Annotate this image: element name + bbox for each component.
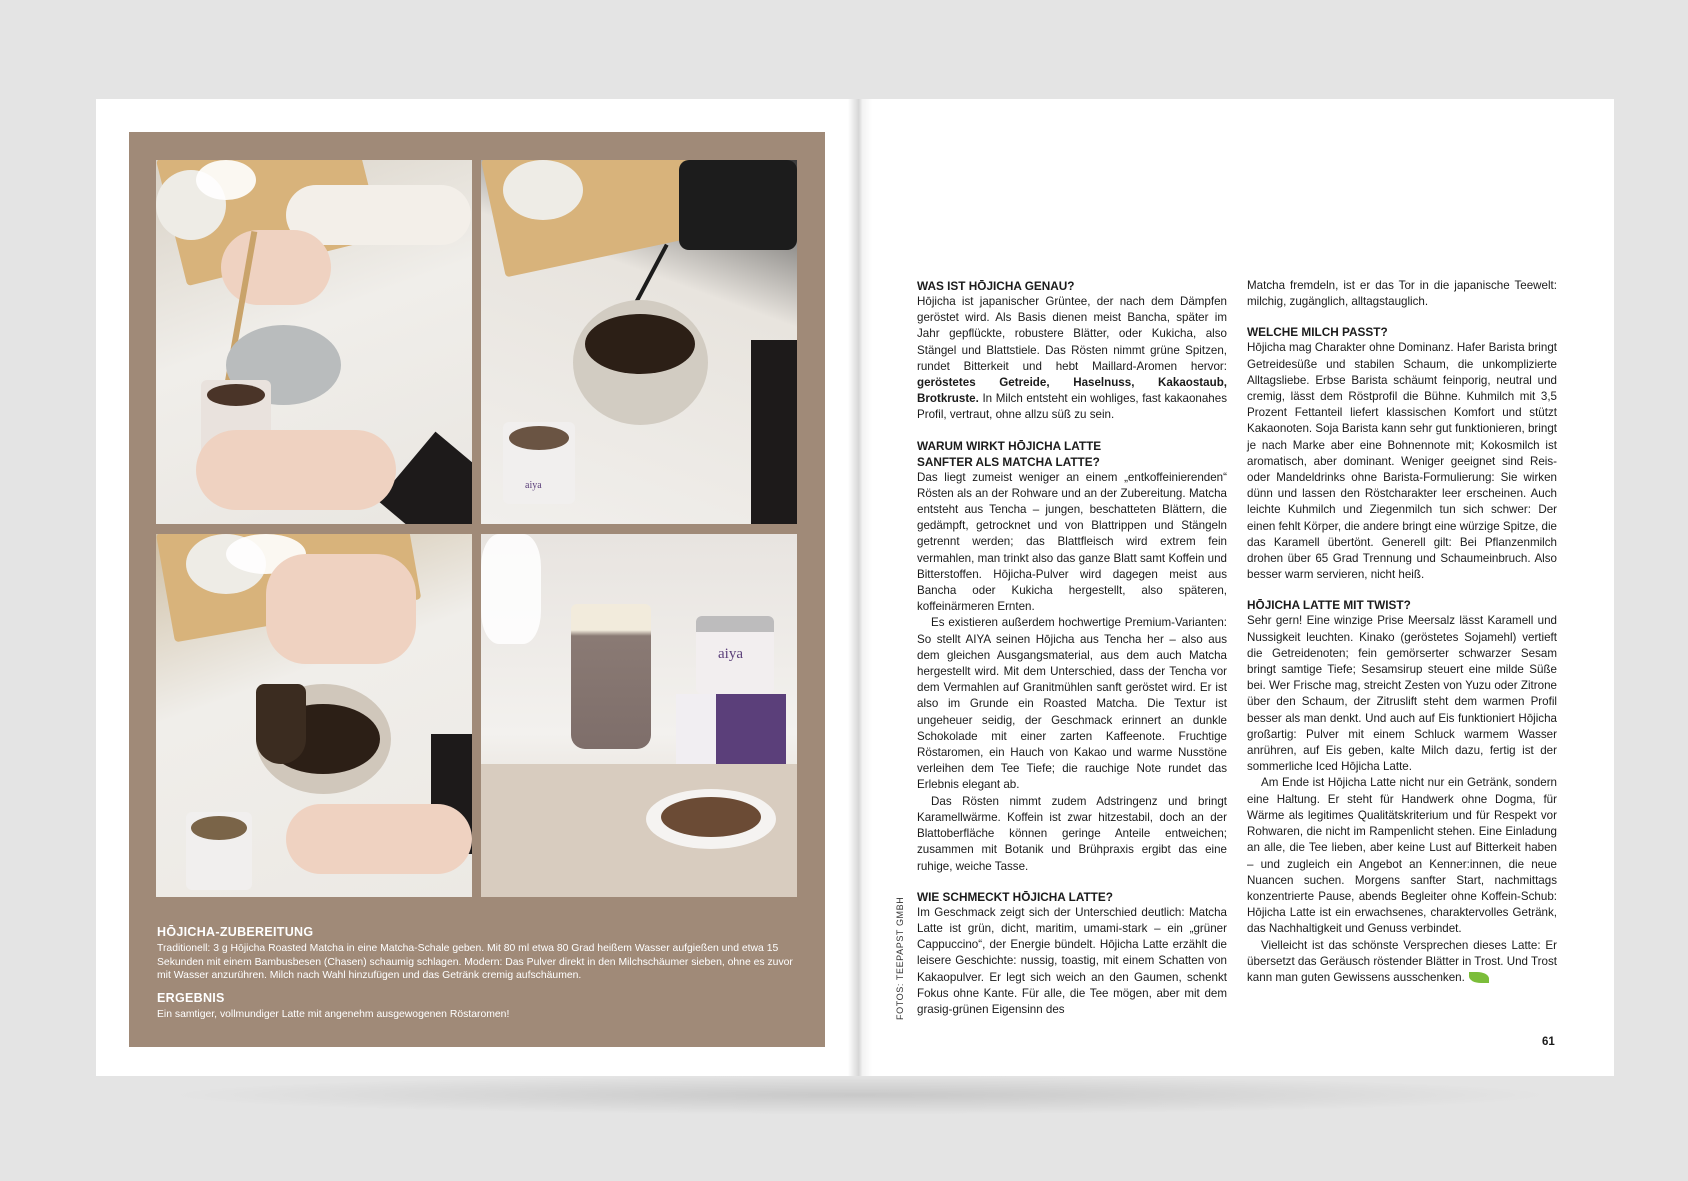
article-column-1 bbox=[917, 278, 1227, 1018]
hand-top bbox=[266, 554, 416, 664]
caption-heading: HŌJICHA-ZUBEREITUNG bbox=[157, 925, 314, 939]
blossom bbox=[481, 534, 541, 644]
caption-block bbox=[157, 925, 797, 1021]
jar-powder bbox=[509, 426, 569, 450]
paragraph: Das liegt zumeist weniger an einem „entkoffeinierenden“ Rösten als an der Rohware und an der Zubereitung. Matcha entsteht aus Tencha – jungen, beschatteten Blättern, die gedämpft, getrocknet und von Blattrippen und Stängeln getrennt werden; das Blattfleisch wird extrem fein vermahlen, man trinkt also das ganze Blatt samt Koffein und Bitterstoffen. Hōjicha-Pulver wird dagegen meist aus Bancha oder Kukicha hergestellt, also späteren, koffeinärmeren Ernten. bbox=[917, 470, 1227, 614]
photo-credit: FOTOS: TEEPAPST GMBH bbox=[895, 896, 905, 1020]
section-heading-twist: HŌJICHA LATTE MIT TWIST? bbox=[1247, 598, 1411, 613]
paragraph-text: Hōjicha ist japanischer Grüntee, der nach dem Dämpfen geröstet wird. Als Basis dienen meist Bancha, später im Jahr gepflückte, robustere Blätter, oder Kukicha, also Stängel und Blattstiele. Das Rösten nimmt grüne Spitzen, rundet Bitterkeit und hebt Maillard-Aromen hervor: bbox=[917, 295, 1227, 373]
heading-line-1: WARUM WIRKT HŌJICHA LATTE bbox=[917, 438, 1102, 453]
result-heading: ERGEBNIS bbox=[157, 990, 225, 1005]
section-heading-milk: WELCHE MILCH PASST? bbox=[1247, 325, 1388, 340]
jar-powder bbox=[207, 384, 265, 406]
article-column-2 bbox=[1247, 278, 1557, 986]
paragraph: Im Geschmack zeigt sich der Unterschied deutlich: Matcha Latte ist grün, dicht, maritim, umami-stark – ein „grüner Cappuccino“, der Energie bündelt. Hōjicha Latte erzählt die leisere Geschichte: nussig, toastig, mit einem Schatten von Kakaopulver. Er legt sich weich an den Gaumen, schenkt Fokus ohne Kante. Für alle, die Tee mögen, aber mit dem grasig-grünen Eigensinn des bbox=[917, 905, 1227, 1016]
paragraph: Sehr gern! Eine winzige Prise Meersalz lässt Karamell und Nussigkeit leuchten. Kinako (geröstetes Sojamehl) vertieft die Getreidenoten; fein gemörserter schwarzer Sesam bringt samtige Tiefe; Sesamsirup steuert eine milde Süße bei. Wer Frische mag, streicht Zesten von Yuzu oder Zitrone über den Schaum, der Zitruslift steht dem warmen Profil besser als man denkt. Und auch auf Eis funktioniert Hōjicha großartig: Pulver mit einem Schluck warmem Wasser anrühren, auf Eis geben, kalte Milch dazu, fertig ist der sommerliche Iced Hōjicha Latte. bbox=[1247, 614, 1557, 774]
vase bbox=[503, 160, 583, 220]
jar bbox=[186, 812, 252, 890]
blossom bbox=[196, 160, 256, 200]
jar-powder bbox=[191, 816, 247, 840]
photo-sieving bbox=[156, 160, 472, 524]
paragraph: Matcha fremdeln, ist er das Tor in die japanische Teewelt: milchig, zugänglich, alltagstauglich. bbox=[1247, 279, 1557, 309]
section-heading-taste: WIE SCHMECKT HŌJICHA LATTE? bbox=[917, 889, 1113, 904]
paragraph: Am Ende ist Hōjicha Latte nicht nur ein Getränk, sondern eine Haltung. Er steht für Handwerk ohne Dogma, für Wärme als legitimes Qualitätskriterium und für Respekt vor Rohwaren, die nicht im Rampenlicht stehen. Eine Einladung an alle, die Tee lieben, aber keine Lust auf Bitterkeit haben – und zugleich ein Angebot an Kenner:innen, die neue Nuancen suchen. Morgens sanfter Start, nachmittags konzentrierte Pause, abends Begleiter ohne Koffein-Schub: Hōjicha Latte ist ein erwachsenes, charaktervolles Getränk, das Nachhaltigkeit und Genuss verbindet. bbox=[1247, 776, 1557, 936]
paragraph: Das Rösten nimmt zudem Adstringenz und bringt Karamellwärme. Koffein ist zwar hitzestabil, doch an der Blattoberfläche können geringe Anteile entweichen; zusammen mit Botanik und Brühpraxis ergibt das eine ruhige, weiche Tasse. bbox=[917, 794, 1227, 873]
paragraph-bold: geröstetes Getreide, Haselnuss, Kakaostaub, Brotkruste. bbox=[917, 376, 1227, 406]
hand-bottom bbox=[286, 804, 472, 874]
tin bbox=[696, 616, 774, 694]
jar bbox=[503, 422, 575, 504]
result-text: Ein samtiger, vollmundiger Latte mit angenehm ausgewogenen Röstaromen! bbox=[157, 1008, 510, 1020]
latte-glass bbox=[571, 604, 651, 749]
plate bbox=[646, 789, 776, 849]
photo-pouring bbox=[481, 160, 797, 524]
paragraph bbox=[1247, 938, 1557, 987]
caption-text: Traditionell: 3 g Hōjicha Roasted Matcha in eine Matcha-Schale geben. Mit 80 ml etwa 80 Grad heißem Wasser aufgießen und etwa 15 Sekunden mit einem Bambusbesen (Chasen) schaumig schlagen. Modern: Das Pulver direkt in den Milchschäumer sieben, ohne es zuvor mit Wasser anzurühren. Milch nach Wahl hinzufügen und das Getränk cremig aufschäumen. bbox=[157, 943, 793, 981]
spine-gutter bbox=[848, 99, 872, 1076]
hand-bottom bbox=[196, 430, 396, 510]
chasen-whisk bbox=[256, 684, 306, 764]
paragraph bbox=[917, 294, 1227, 424]
paragraph-text: In Milch entsteht ein wohliges, fast kakaonahes Profil, vertraut, ohne allzu süß zu sein. bbox=[917, 392, 1227, 422]
photo-whisking bbox=[156, 534, 472, 897]
heading-line-2: SANFTER ALS MATCHA LATTE? bbox=[917, 454, 1100, 469]
bowl bbox=[573, 300, 708, 425]
paragraph: Hōjicha mag Charakter ohne Dominanz. Hafer Barista bringt Getreidesüße und stabilen Schaum, die unkomplizierte Alltagsliebe. Erbse Barista schäumt feinporig, neutral und cremig, lässt dem Röstprofil die Bühne. Kuhmilch mit 3,5 Prozent Fettanteil liefert klassischen Komfort und stützt Kakaonoten. Soja Barista kann sehr gut funktionieren, bringt je nach Marke aber eine Bohnennote mit; Kokosmilch ist aromatisch, aber dominant. Weniger geeignet sind Reis- oder Mandeldrinks ohne Barista-Formulierung: Sie wirken dünn und lassen den Röstcharakter leer erscheinen. Auch leichte Kuhmilch und Ziegenmilch tun sich schwer: Der einen fehlt Körper, die andere bringt eine würzige Spitze, die das Karamell übertönt. Generell gilt: Bei Pflanzenmilch drohen über 65 Grad Trennung und Schaumeinbruch. Also besser warm servieren, nicht heiß. bbox=[1247, 341, 1558, 582]
bowl-tea bbox=[585, 314, 695, 374]
paragraph-text: Vielleicht ist das schönste Versprechen dieses Latte: Er übersetzt das Geräusch röstender Blätter in Trost. Und Trost kann man guten Gewissens ausschenken. bbox=[1247, 938, 1557, 984]
section-heading-why-gentler bbox=[917, 438, 1227, 470]
hand-top bbox=[221, 230, 331, 305]
section-heading-what-is: WAS IST HŌJICHA GENAU? bbox=[917, 279, 1075, 293]
powder-heap bbox=[661, 797, 761, 837]
leaf-icon bbox=[1469, 972, 1489, 983]
tin-lid bbox=[696, 616, 774, 632]
tin-label: aiya bbox=[718, 646, 743, 662]
paragraph: Es existieren außerdem hochwertige Premium-Varianten: So stellt AIYA seinen Hōjicha aus Tencha her – also aus dem gleichen Ausgangsmaterial, aus dem auch Matcha hergestellt wird. Mit dem Unterschied, dass der Tencha vor dem Vermahlen auf Granitmühlen sanft geröstet wird. Er ist also im Grunde ein Roasted Matcha. Die Textur ist ungeheuer seidig, der Geschmack erinnert an dunkle Schokolade mit einer zarten Kaffeenote. Fruchtige Röstaromen, ein Hauch von Kakao und warme Nusstöne verleihen dem Tee Tiefe; die rauchige Note rundet das Erlebnis elegant ab. bbox=[917, 616, 1227, 792]
jar-label: aiya bbox=[525, 480, 542, 491]
kettle bbox=[679, 160, 797, 250]
page-number: 61 bbox=[1542, 1036, 1555, 1048]
table-edge bbox=[751, 340, 797, 524]
photo-iced-latte bbox=[481, 534, 797, 897]
magazine-shadow bbox=[160, 1075, 1560, 1115]
